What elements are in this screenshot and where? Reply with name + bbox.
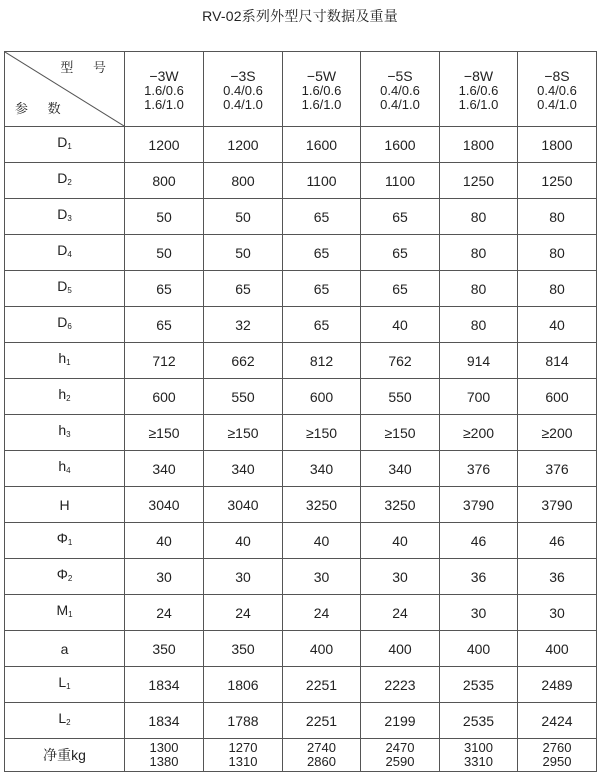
- param-subscript: 3: [66, 430, 71, 439]
- value-cell: ≥200: [518, 415, 597, 451]
- param-subscript: 2: [67, 178, 72, 187]
- table-row: [5, 451, 597, 487]
- value-cell: 30: [125, 559, 204, 595]
- weight-value: 1300: [149, 740, 179, 755]
- weight-label: 净重kg: [5, 739, 125, 772]
- param-subscript: 2: [66, 718, 71, 727]
- table-row: [5, 523, 597, 559]
- value-cell: 1600: [361, 127, 440, 163]
- value-cell: 800: [204, 163, 283, 199]
- value-cell: 1806: [204, 667, 283, 703]
- param-cell: [5, 523, 125, 559]
- model-spec: 0.4/0.6: [537, 83, 577, 98]
- weight-value: 3100: [464, 740, 493, 755]
- value-cell: 24: [361, 595, 440, 631]
- value-cell: 80: [518, 199, 597, 235]
- param-cell: [5, 487, 125, 523]
- value-cell: 1200: [125, 127, 204, 163]
- table-row: [5, 667, 597, 703]
- model-spec: 1.6/0.6: [301, 83, 342, 98]
- value-cell: 80: [440, 307, 518, 343]
- model-name: −3W: [149, 68, 179, 84]
- value-cell: 30: [440, 595, 518, 631]
- value-cell: 80: [518, 235, 597, 271]
- value-cell: 1800: [440, 127, 518, 163]
- value-cell: 2535: [440, 667, 518, 703]
- param-cell: [5, 703, 125, 739]
- value-cell: 24: [125, 595, 204, 631]
- param-cell: [5, 163, 125, 199]
- value-cell: 1600: [283, 127, 361, 163]
- weight-cell: [440, 739, 518, 772]
- param-subscript: 1: [67, 538, 73, 547]
- value-cell: 400: [283, 631, 361, 667]
- value-cell: 65: [125, 271, 204, 307]
- model-spec: 1.6/0.6: [144, 83, 184, 98]
- model-spec: 0.4/1.0: [380, 97, 420, 112]
- param-symbol: a: [60, 640, 69, 657]
- value-cell: 1100: [283, 163, 361, 199]
- table-row: [5, 631, 597, 667]
- param-subscript: 2: [66, 394, 71, 403]
- value-cell: 3790: [518, 487, 597, 523]
- page-title: RV-02系列外型尺寸数据及重量: [202, 8, 398, 24]
- value-cell: 40: [125, 523, 204, 559]
- value-cell: 800: [125, 163, 204, 199]
- value-cell: 65: [361, 235, 440, 271]
- weight-value: 2760: [542, 740, 572, 755]
- value-cell: 1250: [518, 163, 597, 199]
- param-symbol: D: [57, 242, 68, 258]
- param-subscript: 4: [67, 250, 72, 259]
- value-cell: 65: [204, 271, 283, 307]
- param-symbol: D: [57, 170, 68, 186]
- value-cell: 814: [518, 343, 597, 379]
- model-spec: 0.4/0.6: [223, 83, 263, 98]
- value-cell: 65: [125, 307, 204, 343]
- param-subscript: 1: [66, 682, 71, 691]
- value-cell: 1800: [518, 127, 597, 163]
- param-symbol: h: [58, 350, 67, 366]
- table-row: [5, 379, 597, 415]
- weight-cell: [361, 739, 440, 772]
- param-cell: [5, 667, 125, 703]
- value-cell: 600: [518, 379, 597, 415]
- table-row: [5, 235, 597, 271]
- model-header-cell: [283, 52, 361, 127]
- param-symbol: H: [59, 496, 70, 513]
- param-label: 参 数: [15, 101, 69, 116]
- param-cell: [5, 343, 125, 379]
- model-name: −5W: [306, 68, 337, 84]
- weight-value: 2470: [385, 740, 415, 755]
- param-subscript: 1: [66, 358, 71, 367]
- value-cell: 600: [283, 379, 361, 415]
- value-cell: 65: [283, 199, 361, 235]
- table-row: [5, 703, 597, 739]
- model-spec: 1.6/0.6: [458, 83, 499, 98]
- value-cell: 40: [361, 307, 440, 343]
- model-spec: 0.4/0.6: [380, 83, 420, 98]
- value-cell: 3040: [204, 487, 283, 523]
- value-cell: 600: [125, 379, 204, 415]
- value-cell: 2251: [283, 703, 361, 739]
- param-cell: [5, 379, 125, 415]
- value-cell: 350: [125, 631, 204, 667]
- value-cell: 712: [125, 343, 204, 379]
- model-spec: 1.6/1.0: [144, 97, 184, 112]
- weight-value: 2590: [385, 754, 415, 769]
- value-cell: 340: [125, 451, 204, 487]
- value-cell: 65: [283, 271, 361, 307]
- value-cell: 400: [440, 631, 518, 667]
- value-cell: 65: [283, 307, 361, 343]
- value-cell: 662: [204, 343, 283, 379]
- value-cell: 376: [518, 451, 597, 487]
- value-cell: 65: [283, 235, 361, 271]
- value-cell: 1834: [125, 703, 204, 739]
- param-symbol: D: [57, 134, 68, 150]
- param-symbol: h: [58, 386, 67, 402]
- param-symbol: h: [58, 458, 67, 474]
- weight-value: 2860: [307, 754, 336, 769]
- weight-cell: [283, 739, 361, 772]
- value-cell: 80: [440, 199, 518, 235]
- model-header-cell: [125, 52, 204, 127]
- param-cell: [5, 127, 125, 163]
- value-cell: 50: [204, 199, 283, 235]
- value-cell: 30: [204, 559, 283, 595]
- value-cell: 2489: [518, 667, 597, 703]
- param-cell: [5, 235, 125, 271]
- spec-table: [4, 51, 597, 772]
- model-spec: 1.6/1.0: [301, 97, 342, 112]
- value-cell: 80: [440, 235, 518, 271]
- value-cell: 50: [125, 235, 204, 271]
- value-cell: 30: [361, 559, 440, 595]
- param-subscript: 2: [67, 574, 73, 583]
- param-subscript: 6: [67, 322, 72, 331]
- value-cell: 3250: [361, 487, 440, 523]
- weight-cell: [204, 739, 283, 772]
- value-cell: 812: [283, 343, 361, 379]
- table-row: [5, 127, 597, 163]
- table-row: [5, 343, 597, 379]
- value-cell: 80: [440, 271, 518, 307]
- value-cell: ≥150: [283, 415, 361, 451]
- table-row: [5, 487, 597, 523]
- value-cell: 50: [204, 235, 283, 271]
- table-row: [5, 415, 597, 451]
- table-row: [5, 271, 597, 307]
- model-header-cell: [518, 52, 597, 127]
- param-subscript: 1: [67, 142, 72, 151]
- param-symbol: L: [58, 674, 67, 690]
- value-cell: 700: [440, 379, 518, 415]
- value-cell: 30: [283, 559, 361, 595]
- param-symbol: L: [58, 710, 67, 726]
- weight-value: 3310: [464, 754, 493, 769]
- value-cell: ≥150: [361, 415, 440, 451]
- header-row: [5, 52, 597, 127]
- weight-value: 2950: [542, 754, 572, 769]
- value-cell: 30: [518, 595, 597, 631]
- model-name: −8S: [544, 68, 570, 84]
- value-cell: 400: [361, 631, 440, 667]
- value-cell: 40: [518, 307, 597, 343]
- param-symbol: M: [56, 602, 69, 618]
- param-subscript: 5: [67, 286, 72, 295]
- model-spec: 0.4/1.0: [537, 97, 577, 112]
- model-name: −3S: [230, 68, 256, 84]
- param-symbol: h: [58, 422, 67, 438]
- param-cell: [5, 199, 125, 235]
- value-cell: 340: [361, 451, 440, 487]
- value-cell: 1200: [204, 127, 283, 163]
- param-cell: [5, 307, 125, 343]
- value-cell: ≥200: [440, 415, 518, 451]
- value-cell: 50: [125, 199, 204, 235]
- param-symbol: D: [57, 206, 68, 222]
- value-cell: 36: [518, 559, 597, 595]
- value-cell: 1788: [204, 703, 283, 739]
- model-name: −5S: [387, 68, 413, 84]
- param-symbol: Φ: [56, 530, 68, 546]
- value-cell: 65: [361, 271, 440, 307]
- param-subscript: 3: [67, 214, 72, 223]
- value-cell: ≥150: [125, 415, 204, 451]
- table-row: [5, 199, 597, 235]
- model-header-cell: [361, 52, 440, 127]
- param-cell: [5, 415, 125, 451]
- value-cell: 24: [204, 595, 283, 631]
- value-cell: 46: [440, 523, 518, 559]
- value-cell: 400: [518, 631, 597, 667]
- value-cell: 914: [440, 343, 518, 379]
- value-cell: 2251: [283, 667, 361, 703]
- weight-cell: [125, 739, 204, 772]
- value-cell: 3250: [283, 487, 361, 523]
- weight-row: [5, 739, 597, 772]
- value-cell: 2223: [361, 667, 440, 703]
- value-cell: ≥150: [204, 415, 283, 451]
- value-cell: 36: [440, 559, 518, 595]
- value-cell: 40: [283, 523, 361, 559]
- model-header-cell: [204, 52, 283, 127]
- param-symbol: Φ: [56, 566, 68, 582]
- value-cell: 376: [440, 451, 518, 487]
- model-header-cell: [440, 52, 518, 127]
- value-cell: 1834: [125, 667, 204, 703]
- model-spec: 0.4/1.0: [223, 97, 263, 112]
- value-cell: 340: [204, 451, 283, 487]
- corner-cell: [5, 52, 125, 127]
- weight-value: 1310: [228, 754, 258, 769]
- table-row: [5, 163, 597, 199]
- param-symbol: D: [57, 314, 68, 330]
- weight-value: 1380: [149, 754, 179, 769]
- weight-value: 1270: [228, 740, 258, 755]
- value-cell: 350: [204, 631, 283, 667]
- param-cell: [5, 631, 125, 667]
- table-row: [5, 595, 597, 631]
- param-cell: [5, 271, 125, 307]
- value-cell: 2535: [440, 703, 518, 739]
- weight-value: 2740: [307, 740, 336, 755]
- value-cell: 2199: [361, 703, 440, 739]
- param-cell: [5, 451, 125, 487]
- param-cell: [5, 595, 125, 631]
- value-cell: 3790: [440, 487, 518, 523]
- value-cell: 1100: [361, 163, 440, 199]
- table-row: [5, 559, 597, 595]
- param-symbol: D: [57, 278, 68, 294]
- param-subscript: 4: [66, 466, 71, 475]
- value-cell: 550: [361, 379, 440, 415]
- value-cell: 80: [518, 271, 597, 307]
- param-subscript: 1: [68, 610, 73, 619]
- value-cell: 3040: [125, 487, 204, 523]
- value-cell: 550: [204, 379, 283, 415]
- param-cell: [5, 559, 125, 595]
- value-cell: 65: [361, 199, 440, 235]
- value-cell: 40: [204, 523, 283, 559]
- table-row: [5, 307, 597, 343]
- model-spec: 1.6/1.0: [458, 97, 499, 112]
- value-cell: 762: [361, 343, 440, 379]
- value-cell: 24: [283, 595, 361, 631]
- value-cell: 32: [204, 307, 283, 343]
- value-cell: 40: [361, 523, 440, 559]
- model-name: −8W: [463, 68, 494, 84]
- type-label: 型 号: [60, 60, 114, 75]
- value-cell: 1250: [440, 163, 518, 199]
- value-cell: 340: [283, 451, 361, 487]
- value-cell: 46: [518, 523, 597, 559]
- value-cell: 2424: [518, 703, 597, 739]
- weight-cell: [518, 739, 597, 772]
